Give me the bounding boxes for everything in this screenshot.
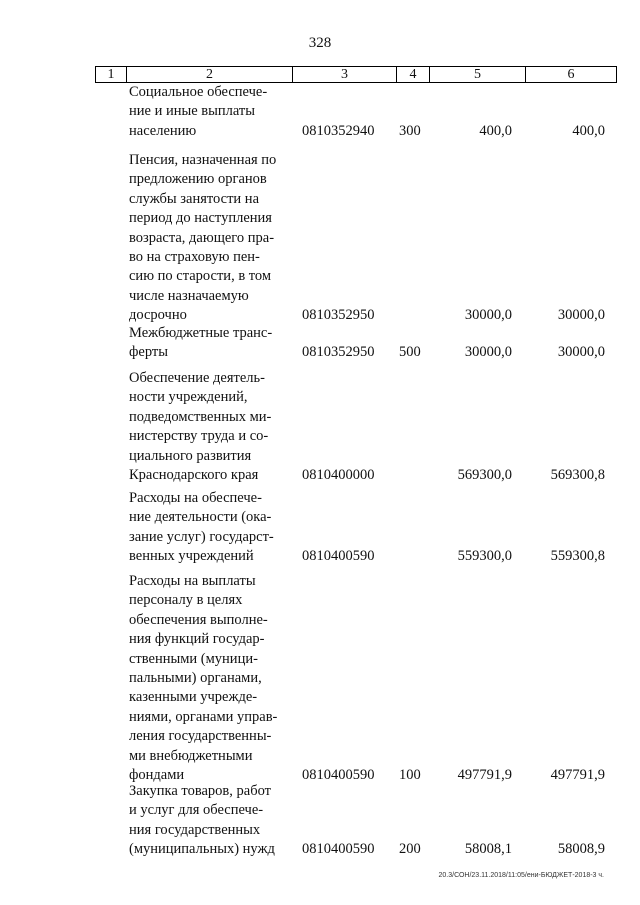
column-header-2: 2 [127,67,293,83]
row-description-line: ниями, органами управ- [129,708,278,725]
row-description-line: и услуг для обеспече- [129,802,264,819]
row-description [129,572,284,785]
row-code: 0810352950 [302,344,375,361]
row-description-line: ние и иные выплаты [129,103,256,120]
row-description-line: предложению органов [129,171,267,188]
row-expense-type: 500 [399,344,421,361]
row-description-line: казенными учрежде- [129,689,258,706]
row-description-line: зание услуг) государст- [129,528,274,545]
row-description-line: Пенсия, назначенная по [129,152,277,168]
row-code: 0810400590 [302,767,375,783]
row-code: 0810352950 [302,307,375,324]
row-expense-type: 100 [399,767,421,783]
row-description-line: обеспечения выполне- [129,611,268,628]
row-value-col5: 58008,1 [464,841,512,858]
row-description-line: фондами [129,767,185,784]
row-description-line: Социальное обеспече- [129,84,268,100]
row-description-line: Расходы на выплаты [129,573,256,589]
row-value-col6: 400,0 [572,122,605,139]
row-description-line: числе назначаемую [129,287,249,304]
row-description-line: ми внебюджетными [129,747,253,764]
row-value-col5: 30000,0 [464,344,512,361]
row-description-line: ности учреждений, [129,389,248,406]
row-value-col5: 497791,9 [457,767,512,783]
row-description-line: ние деятельности (ока- [129,509,272,526]
row-code: 0810400590 [302,548,375,565]
row-description-line: ния государственных [129,821,261,838]
row-description-line: Расходы на обеспече- [129,490,262,506]
row-description-line: период до наступления [129,210,272,227]
column-header-row [95,66,617,83]
row-description-line: пальными) органами, [129,670,262,687]
row-description-line: во на страховую пен- [129,249,260,266]
row-code: 0810400000 [302,467,375,483]
row-description [129,83,284,141]
row-description [129,369,284,485]
row-description-line: службы занятости на [129,190,260,207]
column-header-3: 3 [293,67,397,83]
row-description [129,151,284,326]
document-footer-stamp: 20.3/СОН/23.11.2018/11:05/ени-БЮДЖЕТ-2018-3 ч. [438,872,604,879]
row-value-col6: 569300,8 [550,467,605,483]
row-description-line: ления государственны- [129,728,272,745]
row-description-line: нистерству труда и со- [129,428,269,445]
row-description [129,489,284,567]
row-value-col5: 30000,0 [464,307,512,324]
row-expense-type: 300 [399,122,421,139]
row-description-line: досрочно [129,307,187,324]
row-code: 0810400590 [302,841,375,858]
row-value-col6: 58008,9 [557,841,605,858]
row-value-col6: 497791,9 [550,767,605,783]
row-description-line: возраста, дающего пра- [129,229,275,246]
row-description-line: ния функций государ- [129,631,265,648]
row-description-line: сию по старости, в том [129,268,272,285]
row-description-line: венных учреждений [129,548,254,565]
row-description-line: Краснодарского края [129,467,259,484]
row-value-col5: 569300,0 [457,467,512,483]
column-header-6: 6 [526,67,617,83]
row-description [129,324,284,363]
row-description-line: ственными (муници- [129,650,258,667]
row-description-line: (муниципальных) нужд [129,841,275,858]
row-code: 0810352940 [302,122,375,139]
row-description-line: Обеспечение деятель- [129,370,265,386]
row-description-line: населению [129,122,197,139]
row-description [129,782,284,860]
row-description-line: персоналу в целях [129,592,243,609]
row-description-line: Межбюджетные транс- [129,325,273,341]
row-expense-type: 200 [399,841,421,858]
row-description-line: ферты [129,344,168,361]
row-value-col6: 30000,0 [557,307,605,324]
page-number: 328 [308,35,332,51]
row-description-line: подведомственных ми- [129,408,272,425]
row-value-col5: 559300,0 [457,548,512,565]
row-description-line: циального развития [129,447,252,464]
row-value-col5: 400,0 [479,122,512,139]
row-value-col6: 559300,8 [550,548,605,565]
column-header-4: 4 [397,67,430,83]
column-header-1: 1 [96,67,127,83]
row-description-line: Закупка товаров, работ [129,783,271,799]
column-header-5: 5 [430,67,526,83]
row-value-col6: 30000,0 [557,344,605,361]
